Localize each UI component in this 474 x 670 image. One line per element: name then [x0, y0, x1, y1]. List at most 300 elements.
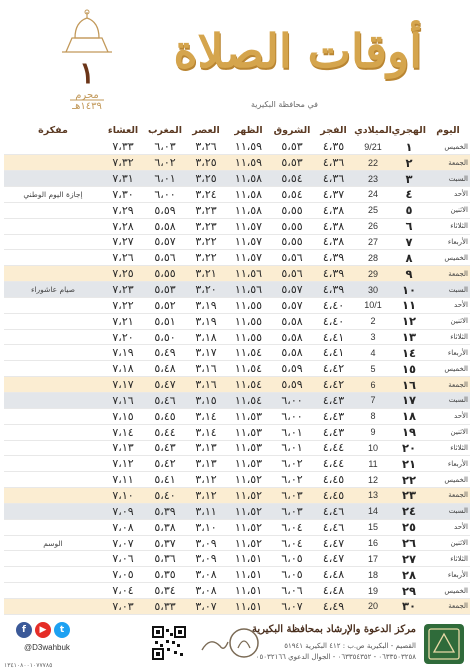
- cell-notes: [4, 171, 102, 187]
- social-links: [16, 622, 70, 638]
- cell-hijri: ٢٠: [392, 440, 426, 456]
- cell-isha: ٧،٠٧: [102, 535, 144, 551]
- table-row: [4, 519, 470, 535]
- page-title: أوقات الصلاة: [173, 24, 422, 78]
- cell-shuruq: ٥،٥٦: [271, 266, 313, 282]
- cell-isha: ٧،١٩: [102, 345, 144, 361]
- cell-fajr: ٤،٤٧: [313, 535, 354, 551]
- cell-fajr: ٤،٤٨: [313, 567, 354, 583]
- cell-shuruq: ٦،٠٢: [271, 456, 313, 472]
- cell-dhuhr: ١١،٥٥: [226, 297, 271, 313]
- cell-notes: [4, 408, 102, 424]
- cell-fajr: ٤،٣٩: [313, 266, 354, 282]
- cell-dhuhr: ١١،٥٢: [226, 503, 271, 519]
- cell-maghrib: ٥،٤٥: [144, 408, 186, 424]
- cell-shuruq: ٥،٥٥: [271, 234, 313, 250]
- cell-fajr: ٤،٤٣: [313, 408, 354, 424]
- table-row: [4, 424, 470, 440]
- table-row: [4, 472, 470, 488]
- organization-name: مركز الدعوة والإرشاد بمحافظة البكيرية: [252, 624, 416, 635]
- table-row: [4, 408, 470, 424]
- cell-hijri: ٢٧: [392, 551, 426, 567]
- cell-gregorian: 12: [354, 472, 392, 488]
- qr-code-icon: [152, 626, 186, 660]
- cell-notes: [4, 377, 102, 393]
- social-handle[interactable]: @D3wahbuk: [24, 643, 70, 652]
- prayer-times-table: [4, 121, 470, 615]
- cell-maghrib: ٥،٤٦: [144, 393, 186, 409]
- cell-hijri: ١٦: [392, 377, 426, 393]
- cell-asr: ٣،٢٤: [186, 187, 226, 203]
- cell-day: السبت: [426, 282, 470, 298]
- cell-hijri: ١: [392, 139, 426, 155]
- cell-asr: ٣،١٨: [186, 329, 226, 345]
- header: [0, 0, 474, 118]
- cell-day: الاثنين: [426, 202, 470, 218]
- cell-hijri: ٢٩: [392, 583, 426, 599]
- header-col-fajr: الفجر: [320, 124, 347, 136]
- cell-dhuhr: ١١،٥٨: [226, 187, 271, 203]
- cell-shuruq: ٦،٠٤: [271, 519, 313, 535]
- cell-maghrib: ٥،٤١: [144, 472, 186, 488]
- cell-hijri: ٨: [392, 250, 426, 266]
- cell-isha: ٧،٢٠: [102, 329, 144, 345]
- cell-maghrib: ٦،٠٢: [144, 155, 186, 171]
- cell-maghrib: ٥،٤٣: [144, 440, 186, 456]
- cell-fajr: ٤،٣٦: [313, 171, 354, 187]
- table-row: [4, 234, 470, 250]
- header-col-shuruq: الشروق: [273, 124, 311, 136]
- cell-dhuhr: ١١،٥٨: [226, 171, 271, 187]
- cell-isha: ٧،٢١: [102, 313, 144, 329]
- cell-notes: [4, 218, 102, 234]
- cell-asr: ٣،٢١: [186, 266, 226, 282]
- cell-shuruq: ٦،٠٢: [271, 472, 313, 488]
- cell-maghrib: ٥،٥١: [144, 313, 186, 329]
- cell-fajr: ٤،٣٧: [313, 187, 354, 203]
- organization-phone: ٠٦٣٣٥٠٣٢٥٨ - ٠٦٣٣٥٤٣٥٢ - الجوال الدعوي ٠٥٠٣٢١٦٦: [255, 653, 416, 661]
- cell-asr: ٣،١٣: [186, 456, 226, 472]
- cell-isha: ٧،٣٣: [102, 139, 144, 155]
- cell-maghrib: ٦،٠١: [144, 171, 186, 187]
- cell-asr: ٣،٠٨: [186, 567, 226, 583]
- cell-gregorian: 15: [354, 519, 392, 535]
- table-row: [4, 456, 470, 472]
- cell-notes: [4, 456, 102, 472]
- cell-notes: [4, 139, 102, 155]
- cell-isha: ٧،٢٥: [102, 266, 144, 282]
- cell-asr: ٣،٢٢: [186, 234, 226, 250]
- cell-maghrib: ٦،٠٠: [144, 187, 186, 203]
- cell-gregorian: 28: [354, 250, 392, 266]
- header-col-day: اليوم: [436, 124, 460, 136]
- cell-notes: [4, 503, 102, 519]
- cell-notes: [4, 472, 102, 488]
- cell-dhuhr: ١١،٥٣: [226, 440, 271, 456]
- cell-gregorian: 30: [354, 282, 392, 298]
- cell-maghrib: ٥،٣٤: [144, 583, 186, 599]
- table-row: [4, 583, 470, 599]
- cell-isha: ٧،٣٠: [102, 187, 144, 203]
- cell-shuruq: ٥،٥٣: [271, 139, 313, 155]
- cell-notes: [4, 329, 102, 345]
- cell-gregorian: 4: [354, 345, 392, 361]
- cell-dhuhr: ١١،٥٣: [226, 408, 271, 424]
- cell-gregorian: 6: [354, 377, 392, 393]
- table-header-row: [4, 121, 470, 139]
- cell-day: الخميس: [426, 139, 470, 155]
- cell-shuruq: ٥،٥٨: [271, 345, 313, 361]
- cell-gregorian: 10: [354, 440, 392, 456]
- cell-fajr: ٤،٤٨: [313, 583, 354, 599]
- cell-asr: ٣،١٠: [186, 519, 226, 535]
- cell-isha: ٧،٠٦: [102, 551, 144, 567]
- cell-dhuhr: ١١،٥٦: [226, 282, 271, 298]
- cell-isha: ٧،٠٨: [102, 519, 144, 535]
- cell-fajr: ٤،٤٧: [313, 551, 354, 567]
- cell-day: الأربعاء: [426, 456, 470, 472]
- table-row: [4, 282, 470, 298]
- cell-fajr: ٤،٣٩: [313, 250, 354, 266]
- cell-asr: ٣،٢٣: [186, 218, 226, 234]
- table-row: [4, 393, 470, 409]
- facebook-icon[interactable]: f: [16, 622, 32, 638]
- cell-isha: ٧،٣٢: [102, 155, 144, 171]
- cell-shuruq: ٥،٥٤: [271, 187, 313, 203]
- cell-maghrib: ٥،٥٢: [144, 297, 186, 313]
- cell-maghrib: ٥،٣٥: [144, 567, 186, 583]
- cell-hijri: ١١: [392, 297, 426, 313]
- cell-maghrib: ٥،٣٣: [144, 598, 186, 614]
- cell-dhuhr: ١١،٥٥: [226, 329, 271, 345]
- cell-isha: ٧،٢٨: [102, 218, 144, 234]
- cell-day: الخميس: [426, 472, 470, 488]
- cell-fajr: ٤،٣٥: [313, 139, 354, 155]
- cell-gregorian: 13: [354, 488, 392, 504]
- cell-notes: [4, 393, 102, 409]
- table-row: [4, 535, 470, 551]
- cell-shuruq: ٦،٠٣: [271, 488, 313, 504]
- cell-fajr: ٤،٤٢: [313, 377, 354, 393]
- cell-gregorian: 10/1: [354, 297, 392, 313]
- cell-dhuhr: ١١،٥٧: [226, 250, 271, 266]
- cell-gregorian: 9/21: [354, 139, 392, 155]
- cell-asr: ٣،١٢: [186, 472, 226, 488]
- cell-dhuhr: ١١،٥١: [226, 567, 271, 583]
- cell-fajr: ٤،٣٨: [313, 218, 354, 234]
- table-row: [4, 218, 470, 234]
- cell-asr: ٣،١٦: [186, 377, 226, 393]
- cell-notes: [4, 583, 102, 599]
- cell-shuruq: ٥،٥٩: [271, 361, 313, 377]
- month-number: ١: [78, 56, 96, 91]
- cell-asr: ٣،٢٣: [186, 202, 226, 218]
- cell-asr: ٣،١٥: [186, 393, 226, 409]
- cell-hijri: ٢٦: [392, 535, 426, 551]
- cell-notes: [4, 313, 102, 329]
- cell-fajr: ٤،٤٣: [313, 424, 354, 440]
- cell-hijri: ١٣: [392, 329, 426, 345]
- cell-shuruq: ٦،٠٣: [271, 503, 313, 519]
- cell-notes: [4, 250, 102, 266]
- cell-maghrib: ٥،٥٣: [144, 282, 186, 298]
- cell-gregorian: 8: [354, 408, 392, 424]
- header-col-dhuhr: الظهر: [234, 124, 263, 136]
- table-row: [4, 297, 470, 313]
- cell-gregorian: 18: [354, 567, 392, 583]
- table-row: [4, 171, 470, 187]
- cell-day: الثلاثاء: [426, 329, 470, 345]
- cell-isha: ٧،١٣: [102, 440, 144, 456]
- cell-hijri: ٢: [392, 155, 426, 171]
- month-emblem: [58, 8, 116, 112]
- cell-dhuhr: ١١،٥٤: [226, 393, 271, 409]
- cell-fajr: ٤،٤٦: [313, 503, 354, 519]
- footer-phone: ١٣٤١٠٨٠٠١٠٧٧٧٨٥: [4, 663, 53, 669]
- cell-fajr: ٤،٤٤: [313, 440, 354, 456]
- cell-hijri: ٢٢: [392, 472, 426, 488]
- table-row: [4, 551, 470, 567]
- cell-day: الثلاثاء: [426, 218, 470, 234]
- cell-dhuhr: ١١،٥٩: [226, 139, 271, 155]
- cell-maghrib: ٥،٣٧: [144, 535, 186, 551]
- table-row: [4, 567, 470, 583]
- cell-isha: ٧،١٥: [102, 408, 144, 424]
- cell-maghrib: ٥،٥٩: [144, 202, 186, 218]
- cell-day: الأربعاء: [426, 234, 470, 250]
- cell-isha: ٧،٢٣: [102, 282, 144, 298]
- cell-gregorian: 19: [354, 583, 392, 599]
- cell-day: الثلاثاء: [426, 440, 470, 456]
- cell-dhuhr: ١١،٥٧: [226, 234, 271, 250]
- cell-gregorian: 29: [354, 266, 392, 282]
- cell-fajr: ٤،٤٤: [313, 456, 354, 472]
- footer: [0, 610, 474, 670]
- cell-gregorian: 20: [354, 598, 392, 614]
- table-row: [4, 488, 470, 504]
- table-row: [4, 440, 470, 456]
- cell-day: الخميس: [426, 250, 470, 266]
- cell-dhuhr: ١١،٥٦: [226, 266, 271, 282]
- cell-day: الأحد: [426, 408, 470, 424]
- cell-day: السبت: [426, 503, 470, 519]
- cell-asr: ٣،٢٥: [186, 171, 226, 187]
- cell-maghrib: ٥،٤٧: [144, 377, 186, 393]
- cell-maghrib: ٥،٤٨: [144, 361, 186, 377]
- cell-hijri: ٢٣: [392, 488, 426, 504]
- cell-shuruq: ٦،٠٠: [271, 408, 313, 424]
- cell-dhuhr: ١١،٥٨: [226, 202, 271, 218]
- cell-asr: ٣،٠٩: [186, 551, 226, 567]
- cell-day: الأربعاء: [426, 345, 470, 361]
- cell-notes: صيام عاشوراء: [4, 282, 102, 298]
- cell-day: السبت: [426, 171, 470, 187]
- cell-asr: ٣،٠٨: [186, 583, 226, 599]
- cell-gregorian: 14: [354, 503, 392, 519]
- cell-asr: ٣،١٣: [186, 440, 226, 456]
- cell-hijri: ٦: [392, 218, 426, 234]
- cell-hijri: ٢٤: [392, 503, 426, 519]
- cell-shuruq: ٥،٥٥: [271, 218, 313, 234]
- cell-notes: [4, 155, 102, 171]
- cell-shuruq: ٥،٥٧: [271, 282, 313, 298]
- cell-maghrib: ٥،٤٢: [144, 456, 186, 472]
- cell-hijri: ١٤: [392, 345, 426, 361]
- cell-asr: ٣،٠٩: [186, 535, 226, 551]
- cell-day: الجمعة: [426, 266, 470, 282]
- cell-hijri: ١٧: [392, 393, 426, 409]
- cell-dhuhr: ١١،٥٢: [226, 472, 271, 488]
- cell-notes: [4, 424, 102, 440]
- cell-gregorian: 9: [354, 424, 392, 440]
- cell-dhuhr: ١١،٥١: [226, 551, 271, 567]
- cell-isha: ٧،٠٩: [102, 503, 144, 519]
- cell-fajr: ٤،٤٩: [313, 598, 354, 614]
- cell-shuruq: ٦،٠٥: [271, 551, 313, 567]
- cell-asr: ٣،١٧: [186, 345, 226, 361]
- cell-asr: ٣،١٢: [186, 488, 226, 504]
- table-body: [4, 139, 470, 614]
- cell-dhuhr: ١١،٥١: [226, 598, 271, 614]
- cell-day: الخميس: [426, 583, 470, 599]
- cell-dhuhr: ١١،٥٤: [226, 377, 271, 393]
- cell-shuruq: ٦،٠٤: [271, 535, 313, 551]
- cell-shuruq: ٦،٠٦: [271, 583, 313, 599]
- cell-dhuhr: ١١،٥٩: [226, 155, 271, 171]
- cell-day: الأحد: [426, 519, 470, 535]
- quran-logo-icon: [198, 624, 260, 662]
- cell-shuruq: ٥،٥٦: [271, 250, 313, 266]
- header-col-hijri: الهجري: [391, 124, 426, 136]
- table-row: [4, 266, 470, 282]
- table-row: [4, 313, 470, 329]
- cell-dhuhr: ١١،٥٤: [226, 345, 271, 361]
- cell-day: الجمعة: [426, 155, 470, 171]
- cell-hijri: ١٨: [392, 408, 426, 424]
- cell-maghrib: ٥،٣٩: [144, 503, 186, 519]
- cell-fajr: ٤،٤٠: [313, 297, 354, 313]
- cell-asr: ٣،٢٦: [186, 139, 226, 155]
- cell-dhuhr: ١١،٥٢: [226, 519, 271, 535]
- cell-isha: ٧،١٧: [102, 377, 144, 393]
- cell-fajr: ٤،٤٥: [313, 472, 354, 488]
- cell-hijri: ٢٨: [392, 567, 426, 583]
- cell-isha: ٧،١٠: [102, 488, 144, 504]
- page-subtitle: في محافظة البكيرية: [251, 100, 318, 109]
- youtube-icon[interactable]: ▶: [35, 622, 51, 638]
- cell-dhuhr: ١١،٥٢: [226, 535, 271, 551]
- cell-fajr: ٤،٤٥: [313, 488, 354, 504]
- cell-asr: ٣،٢٥: [186, 155, 226, 171]
- table-row: [4, 250, 470, 266]
- cell-isha: ٧،٣١: [102, 171, 144, 187]
- cell-hijri: ١٥: [392, 361, 426, 377]
- cell-shuruq: ٥،٥٩: [271, 377, 313, 393]
- cell-day: السبت: [426, 393, 470, 409]
- ministry-logo-icon: [422, 622, 466, 666]
- header-col-isha: العشاء: [107, 124, 139, 136]
- cell-fajr: ٤،٣٦: [313, 155, 354, 171]
- cell-maghrib: ٥،٥٨: [144, 218, 186, 234]
- cell-shuruq: ٥،٥٨: [271, 313, 313, 329]
- cell-notes: [4, 234, 102, 250]
- cell-isha: ٧،٢٦: [102, 250, 144, 266]
- cell-gregorian: 26: [354, 218, 392, 234]
- cell-hijri: ٩: [392, 266, 426, 282]
- cell-dhuhr: ١١،٥٥: [226, 313, 271, 329]
- cell-hijri: ٣٠: [392, 598, 426, 614]
- table-row: [4, 377, 470, 393]
- cell-shuruq: ٦،٠١: [271, 424, 313, 440]
- cell-hijri: ٢١: [392, 456, 426, 472]
- cell-fajr: ٤،٤١: [313, 329, 354, 345]
- cell-day: الاثنين: [426, 424, 470, 440]
- cell-shuruq: ٦،٠٥: [271, 567, 313, 583]
- cell-maghrib: ٥،٥٠: [144, 329, 186, 345]
- cell-notes: [4, 345, 102, 361]
- cell-shuruq: ٥،٥٤: [271, 171, 313, 187]
- cell-notes: [4, 202, 102, 218]
- cell-isha: ٧،١٦: [102, 393, 144, 409]
- cell-asr: ٣،١١: [186, 503, 226, 519]
- cell-fajr: ٤،٤٦: [313, 519, 354, 535]
- cell-hijri: ٧: [392, 234, 426, 250]
- table-row: [4, 329, 470, 345]
- cell-notes: [4, 266, 102, 282]
- header-col-maghrib: المغرب: [147, 124, 182, 136]
- cell-shuruq: ٥،٥٨: [271, 329, 313, 345]
- cell-fajr: ٤،٤٢: [313, 361, 354, 377]
- cell-asr: ٣،١٩: [186, 313, 226, 329]
- cell-gregorian: 3: [354, 329, 392, 345]
- cell-hijri: ٤: [392, 187, 426, 203]
- cell-notes: [4, 297, 102, 313]
- cell-gregorian: 5: [354, 361, 392, 377]
- cell-gregorian: 22: [354, 155, 392, 171]
- cell-hijri: ١٠: [392, 282, 426, 298]
- cell-day: الأربعاء: [426, 567, 470, 583]
- twitter-icon[interactable]: t: [54, 622, 70, 638]
- cell-day: الاثنين: [426, 313, 470, 329]
- cell-notes: [4, 440, 102, 456]
- cell-hijri: ٣: [392, 171, 426, 187]
- cell-notes: [4, 488, 102, 504]
- cell-maghrib: ٥،٤٤: [144, 424, 186, 440]
- cell-maghrib: ٥،٤٩: [144, 345, 186, 361]
- cell-gregorian: 24: [354, 187, 392, 203]
- table-row: [4, 139, 470, 155]
- cell-day: الخميس: [426, 361, 470, 377]
- header-col-notes: مفكرة: [38, 124, 68, 136]
- cell-fajr: ٤،٤٠: [313, 313, 354, 329]
- table-row: [4, 187, 470, 203]
- header-col-gregorian: الميلادي: [354, 124, 392, 136]
- cell-isha: ٧،١٢: [102, 456, 144, 472]
- cell-day: الثلاثاء: [426, 551, 470, 567]
- cell-notes: الوسم: [4, 535, 102, 551]
- cell-fajr: ٤،٤٣: [313, 393, 354, 409]
- cell-isha: ٧،٠٤: [102, 583, 144, 599]
- cell-isha: ٧،٢٢: [102, 297, 144, 313]
- cell-isha: ٧،١٨: [102, 361, 144, 377]
- cell-maghrib: ٥،٥٥: [144, 266, 186, 282]
- cell-dhuhr: ١١،٥٧: [226, 218, 271, 234]
- cell-shuruq: ٦،٠٠: [271, 393, 313, 409]
- cell-isha: ٧،١١: [102, 472, 144, 488]
- cell-gregorian: 27: [354, 234, 392, 250]
- month-name: محرم: [75, 90, 99, 101]
- table-row: [4, 361, 470, 377]
